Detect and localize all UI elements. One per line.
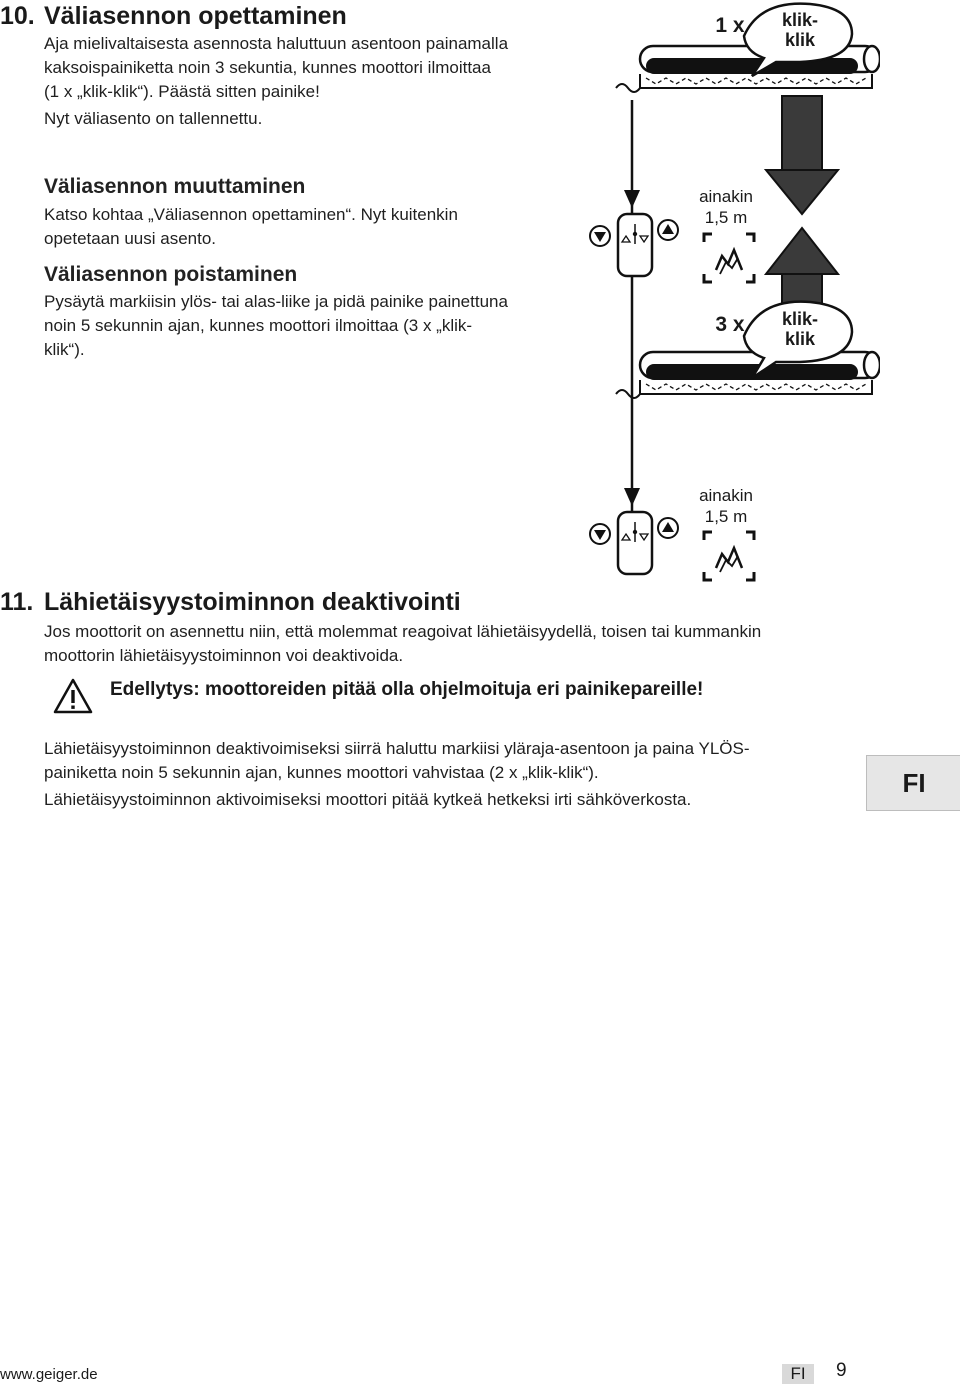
change-text: Katso kohtaa „Väliasennon opettaminen“. Nyt kuitenkin opetetaan uusi asento. xyxy=(44,205,458,248)
klik-label-middle: klik- klik xyxy=(781,309,819,349)
section-11-intro: Jos moottorit on asennettu niin, että molemmat reagoivat lähietäisyydellä, toisen tai kummankin moottorin lähietäisyystoiminnon voi deaktivoida. xyxy=(44,622,762,665)
footer-website: www.geiger.de xyxy=(0,1366,98,1383)
change-heading: Väliasennon muuttaminen xyxy=(44,175,306,198)
arrow-down-icon-2 xyxy=(624,488,640,506)
awning-middle-icon xyxy=(616,352,880,398)
remove-text: Pysäytä markiisin ylös- tai alas-liike ja pidä painike painettuna noin 5 sekunnin ajan, kunnes moottori ilmoittaa (3 x „klik- klik“). xyxy=(44,292,508,359)
remote-control-icon-2 xyxy=(590,512,678,574)
big-arrow-down-icon xyxy=(766,96,838,214)
distance-label-1: ainakin 1,5 m xyxy=(699,187,753,227)
warning-text: Edellytys: moottoreiden pitää olla ohjelmoituja eri painikepareille! xyxy=(110,679,704,700)
section-10-title: Väliasennon opettaminen xyxy=(44,2,347,30)
footer-language: FI xyxy=(782,1364,814,1384)
arrow-down-icon xyxy=(624,190,640,208)
klik-label-top: klik- klik xyxy=(781,10,819,50)
section-11-number: 11. xyxy=(0,588,34,616)
proximity-wave-icon-1 xyxy=(704,234,754,282)
warning-icon xyxy=(52,677,94,715)
page-number: 9 xyxy=(836,1360,847,1381)
remote-control-icon-1 xyxy=(590,214,678,276)
distance-label-2: ainakin 1,5 m xyxy=(699,486,753,526)
count-3x: 3 x xyxy=(715,313,745,336)
section-10-paragraph: Aja mielivaltaisesta asennosta haluttuun asentoon painamalla kaksoispainiketta noin 3 sekuntia, kunnes moottori ilmoittaa (1 x „klik-klik“). Päästä sitten painike! Nyt väliasento on tallennettu. xyxy=(44,34,509,128)
section-11-title: Lähietäisyystoiminnon deaktivointi xyxy=(44,588,461,616)
language-tab: FI xyxy=(866,755,960,811)
remove-heading: Väliasennon poistaminen xyxy=(44,263,298,286)
section-10-number: 10. xyxy=(0,2,35,30)
proximity-wave-icon-2 xyxy=(704,532,754,580)
section-11-steps: Lähietäisyystoiminnon deaktivoimiseksi siirrä haluttu markiisi yläraja-asentoon ja paina YLÖS- painiketta noin 5 sekunnin ajan, kunnes moottori vahvistaa (2 x „klik-klik“). Lähietäisyystoiminnon aktivoimiseksi moottori pitää kytkeä hetkeksi irti sähköverkosta. xyxy=(44,739,750,809)
count-1x: 1 x xyxy=(715,14,745,37)
